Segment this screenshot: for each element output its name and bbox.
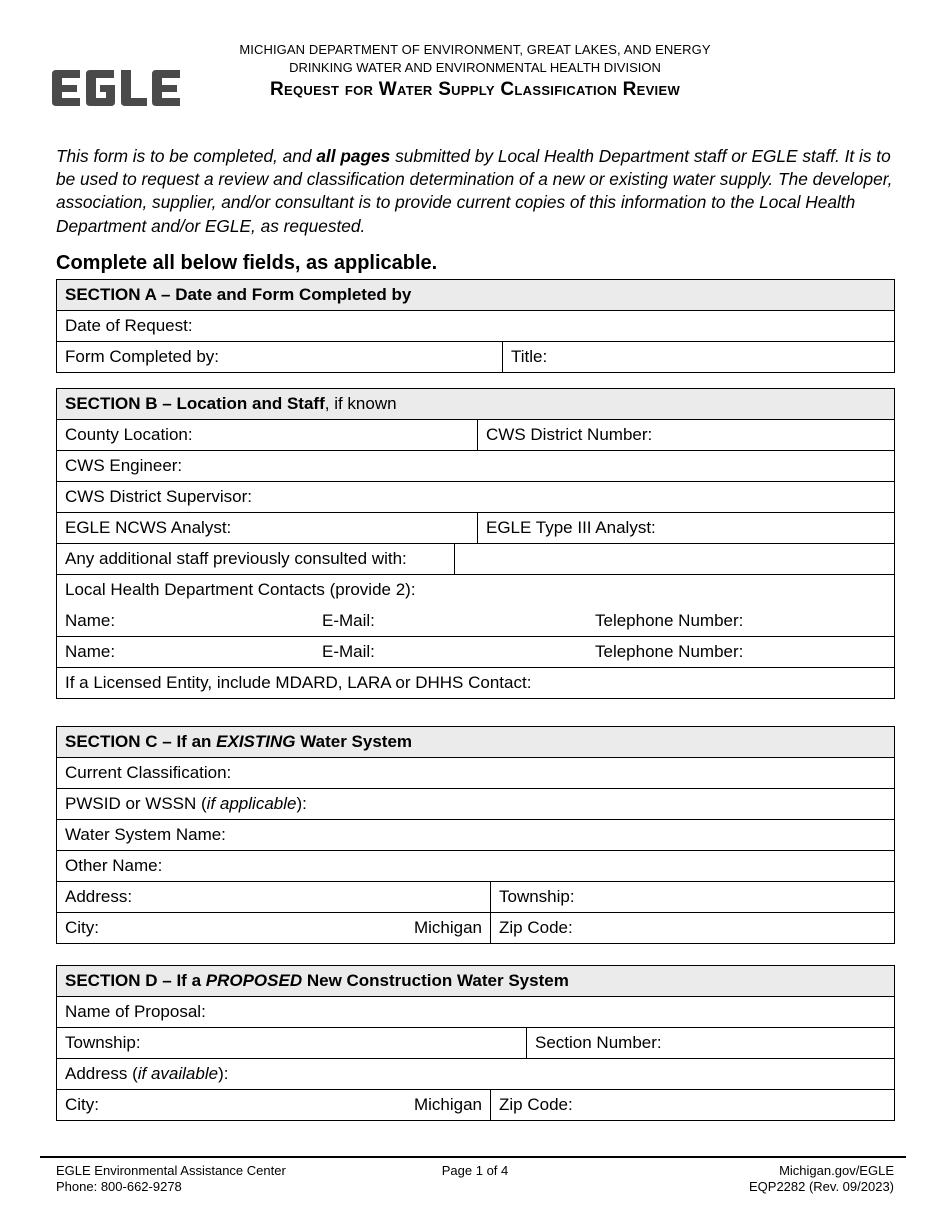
footer-form-number: EQP2282 (Rev. 09/2023) xyxy=(748,1179,894,1194)
contact-email-label: E-Mail: xyxy=(322,610,375,630)
section-b-title: SECTION B – Location and Staff, if known xyxy=(57,389,895,420)
section-d-title: SECTION D – If a PROPOSED New Construction Water System xyxy=(57,966,895,997)
contact-name-label: Name: xyxy=(65,642,116,661)
cws-district-supervisor-field[interactable]: CWS District Supervisor: xyxy=(57,482,895,513)
name-of-proposal-field[interactable]: Name of Proposal: xyxy=(57,997,895,1028)
department-name: MICHIGAN DEPARTMENT OF ENVIRONMENT, GREAT LAKES, AND ENERGY xyxy=(239,42,711,57)
address-field[interactable]: Address: xyxy=(57,882,491,913)
footer-right xyxy=(749,1163,894,1195)
city-field[interactable]: City: Michigan xyxy=(57,1090,491,1121)
footer-website[interactable]: Michigan.gov/EGLE xyxy=(779,1163,894,1178)
address-field[interactable]: Address (if available): xyxy=(57,1059,895,1090)
footer-page-number: Page 1 of 4 xyxy=(441,1163,509,1178)
water-system-name-field[interactable]: Water System Name: xyxy=(57,820,895,851)
division-name: DRINKING WATER AND ENVIRONMENTAL HEALTH DIVISION xyxy=(289,60,661,75)
city-field[interactable]: City: Michigan xyxy=(57,913,491,944)
section-b-table xyxy=(56,388,895,699)
cws-district-number-field[interactable]: CWS District Number: xyxy=(478,420,895,451)
additional-staff-label: Any additional staff previously consulted with: xyxy=(57,544,455,575)
township-field[interactable]: Township: xyxy=(57,1028,527,1059)
additional-staff-field[interactable] xyxy=(455,544,895,575)
footer-center-name: EGLE Environmental Assistance Center xyxy=(56,1163,286,1178)
contact-email-label: E-Mail: xyxy=(322,642,375,661)
lhd-contacts-label: Local Health Department Contacts (provide 2): xyxy=(57,575,895,606)
complete-note: Complete all below fields, as applicable. xyxy=(56,252,438,274)
current-classification-field[interactable]: Current Classification: xyxy=(57,758,895,789)
section-a-table xyxy=(56,279,895,373)
form-title: Request for Water Supply Classification Review xyxy=(269,79,681,100)
state-label: Michigan xyxy=(413,1095,482,1114)
county-location-field[interactable]: County Location: xyxy=(57,420,478,451)
intro-paragraph: This form is to be completed, and all pages submitted by Local Health Department staff or EGLE staff. It is to be used to request a review and classification determination of a new or existing water supply. The developer, association, supplier, and/or consultant is to provide current copies of this information to the Local Health Department and/or EGLE, as requested. xyxy=(56,146,893,236)
licensed-entity-field[interactable]: If a Licensed Entity, include MDARD, LARA or DHHS Contact: xyxy=(57,668,895,699)
contact-phone-label: Telephone Number: xyxy=(595,642,744,661)
footer-divider xyxy=(40,1156,906,1158)
section-a-title: SECTION A – Date and Form Completed by xyxy=(57,280,895,311)
zip-code-field[interactable]: Zip Code: xyxy=(491,913,895,944)
lhd-contact-row-2[interactable] xyxy=(57,637,895,668)
other-name-field[interactable]: Other Name: xyxy=(57,851,895,882)
date-of-request-field[interactable]: Date of Request: xyxy=(57,311,895,342)
cws-engineer-field[interactable]: CWS Engineer: xyxy=(57,451,895,482)
title-field[interactable]: Title: xyxy=(503,342,895,373)
pwsid-field[interactable]: PWSID or WSSN (if applicable): xyxy=(57,789,895,820)
section-c-title: SECTION C – If an EXISTING Water System xyxy=(57,727,895,758)
township-field[interactable]: Township: xyxy=(491,882,895,913)
state-label: Michigan xyxy=(413,918,482,937)
zip-code-field[interactable]: Zip Code: xyxy=(491,1090,895,1121)
section-c-table xyxy=(56,726,895,944)
contact-name-label: Name: xyxy=(65,610,116,630)
lhd-contact-row-1[interactable] xyxy=(57,606,895,637)
section-d-table xyxy=(56,965,895,1121)
form-completed-by-field[interactable]: Form Completed by: xyxy=(57,342,503,373)
footer-phone: Phone: 800-662-9278 xyxy=(56,1179,182,1194)
section-number-field[interactable]: Section Number: xyxy=(527,1028,895,1059)
type3-analyst-field[interactable]: EGLE Type III Analyst: xyxy=(478,513,895,544)
contact-phone-label: Telephone Number: xyxy=(595,610,744,630)
egle-logo xyxy=(52,68,182,108)
ncws-analyst-field[interactable]: EGLE NCWS Analyst: xyxy=(57,513,478,544)
footer-contact xyxy=(56,1163,286,1195)
